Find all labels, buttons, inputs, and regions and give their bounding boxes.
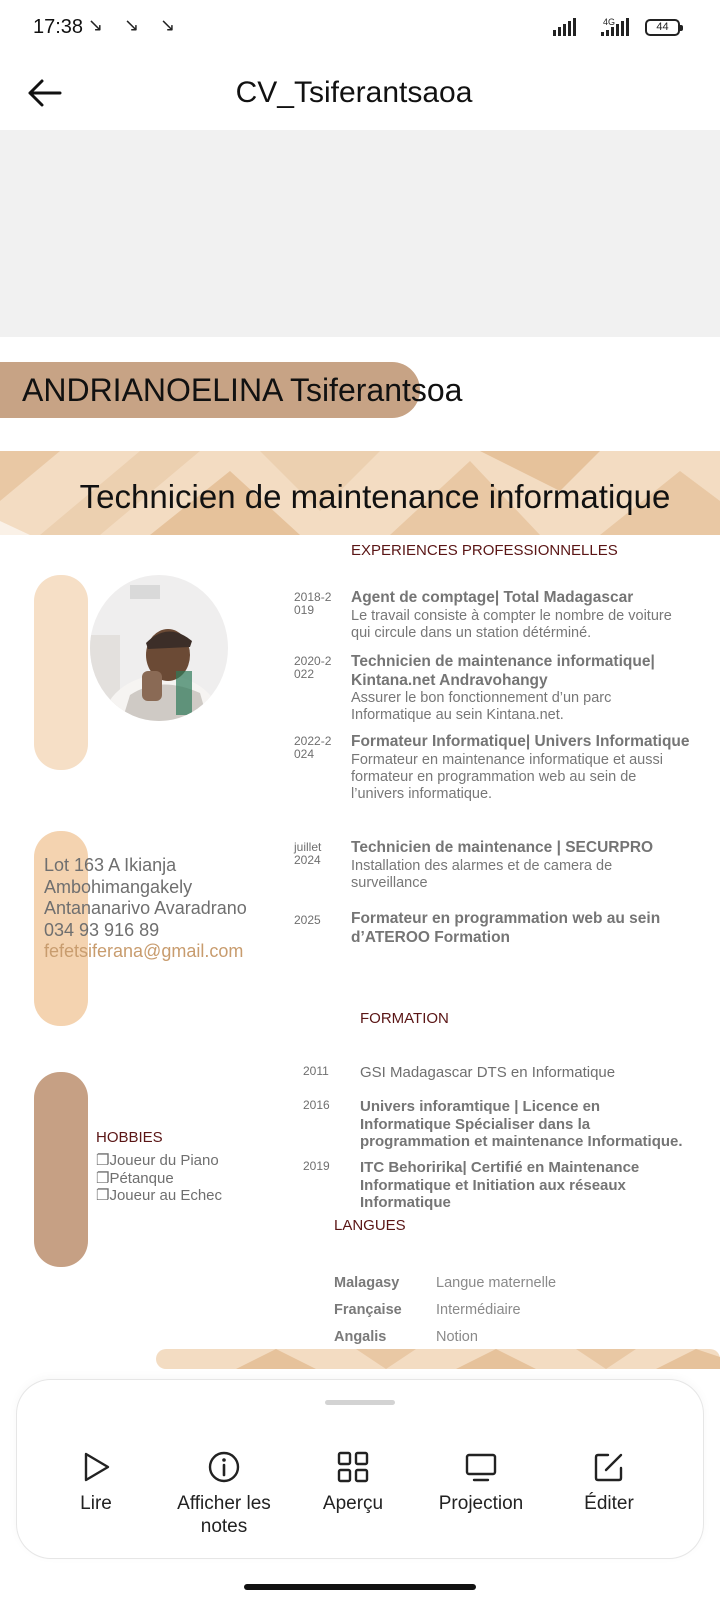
status-time: 17:38	[33, 16, 84, 38]
show-notes-button-label: Afficher les notes	[177, 1493, 271, 1537]
experience-year: 2025	[294, 913, 321, 927]
projection-button[interactable]	[416, 1450, 546, 1515]
monitor-icon	[464, 1450, 498, 1484]
job-title: Technicien de maintenance informatique	[79, 478, 671, 515]
play-button[interactable]	[31, 1450, 161, 1515]
decor-pill-hobbies	[34, 1072, 88, 1267]
status-bar	[0, 0, 720, 56]
language-name: Angalis	[334, 1329, 387, 1345]
language-name: Malagasy	[334, 1275, 400, 1291]
projection-button-label: Projection	[438, 1493, 524, 1514]
slide-top-gap	[0, 130, 720, 337]
experience-role: Technicien de maintenance informatique| Kintana.net Andravohangy	[351, 653, 655, 689]
experience-description: Assurer le bon fonctionnement d’un parc Informatique au sein Kintana.net.	[351, 690, 612, 723]
battery-level: 44	[656, 21, 669, 33]
play-icon	[79, 1450, 113, 1484]
formation-year: 2011	[303, 1064, 329, 1078]
experience-heading: EXPERIENCES PROFESSIONNELLES	[351, 542, 618, 559]
language-level: Intermédiaire	[436, 1302, 521, 1318]
experience-year: 2020-2 022	[294, 654, 332, 681]
edit-icon	[592, 1450, 626, 1484]
signal-strength-icon	[553, 18, 576, 36]
experience-year: 2022-2 024	[294, 734, 332, 761]
phone-number: 034 93 916 89	[44, 919, 160, 940]
language-level: Notion	[436, 1329, 478, 1345]
profile-photo	[90, 575, 228, 721]
formation-text: GSI Madagascar DTS en Informatique	[360, 1064, 616, 1081]
hobby-item: ❐Pétanque	[96, 1169, 174, 1187]
experience-role: Formateur Informatique| Univers Informatique	[351, 733, 690, 750]
grid-icon	[336, 1450, 370, 1484]
checkbox-bullet-icon: ❐	[96, 1169, 110, 1187]
language-level: Langue maternelle	[436, 1275, 557, 1291]
mobile-data-signal-icon	[601, 18, 629, 36]
experience-role: Technicien de maintenance | SECURPRO	[351, 839, 654, 856]
hobby-item: ❐Joueur au Echec	[96, 1187, 223, 1204]
battery-icon	[645, 19, 680, 36]
address-line-3: Antananarivo Avaradrano	[44, 898, 247, 918]
network-type-label: 4G	[603, 17, 616, 27]
show-notes-button[interactable]	[159, 1450, 289, 1538]
checkbox-bullet-icon: ❐	[96, 1152, 110, 1169]
document-title: CV_Tsiferantsaoa	[235, 76, 473, 109]
bottom-decor-strip	[156, 1347, 720, 1369]
checkbox-bullet-icon: ❐	[96, 1187, 110, 1204]
formation-text: ITC Behoririka| Certifié en Maintenance Informatique et Initiation aux réseaux Informatique	[360, 1159, 640, 1211]
bottom-action-sheet	[17, 1380, 703, 1558]
sheet-drag-handle[interactable]	[325, 1400, 395, 1405]
edit-button-label: Éditer	[584, 1493, 634, 1514]
experience-description: Formateur en maintenance informatique et aussi formateur en programmation web au sein de l’univers informatique.	[351, 751, 663, 802]
info-icon	[207, 1450, 241, 1484]
language-name: Française	[334, 1302, 402, 1318]
hobbies-heading: HOBBIES	[96, 1129, 163, 1146]
notification-arrows-icon: ↘ ↘ ↘	[88, 15, 184, 35]
email-address: fefetsiferana@gmail.com	[44, 941, 244, 961]
hobby-item: ❐Joueur du Piano	[96, 1152, 219, 1169]
formation-year: 2019	[303, 1159, 330, 1173]
slide-canvas[interactable]	[0, 337, 720, 1380]
formation-text: Univers inforamtique | Licence en Informatique Spécialiser dans la programmation et maintenance Informatique.	[360, 1098, 683, 1150]
formation-heading: FORMATION	[360, 1010, 449, 1027]
experience-role: Formateur en programmation web au sein d’ATEROO Formation	[351, 910, 661, 946]
experience-description: Le travail consiste à compter le nombre de voiture qui circule dans un station détérminé.	[351, 607, 672, 641]
edit-button[interactable]	[544, 1450, 674, 1515]
overview-button[interactable]	[288, 1450, 418, 1515]
experience-role: Agent de comptage| Total Madagascar	[351, 589, 634, 606]
home-indicator[interactable]	[244, 1584, 476, 1590]
experience-description: Installation des alarmes et de camera de surveillance	[351, 857, 613, 891]
address-line-1: Lot 163 A Ikianja	[44, 855, 177, 875]
overview-button-label: Aperçu	[322, 1493, 384, 1514]
experience-year: 2018-2 019	[294, 590, 332, 617]
experience-year: juillet 2024	[294, 840, 322, 867]
contact-block	[44, 855, 247, 963]
play-button-label: Lire	[80, 1493, 112, 1514]
app-bar	[0, 56, 720, 130]
languages-heading: LANGUES	[334, 1217, 406, 1234]
formation-year: 2016	[303, 1098, 330, 1112]
cv-name: ANDRIANOELINA Tsiferantsoa	[22, 372, 463, 408]
decor-pill-photo	[34, 575, 88, 770]
address-line-2: Ambohimangakely	[44, 876, 193, 897]
hobbies-list	[96, 1152, 222, 1205]
